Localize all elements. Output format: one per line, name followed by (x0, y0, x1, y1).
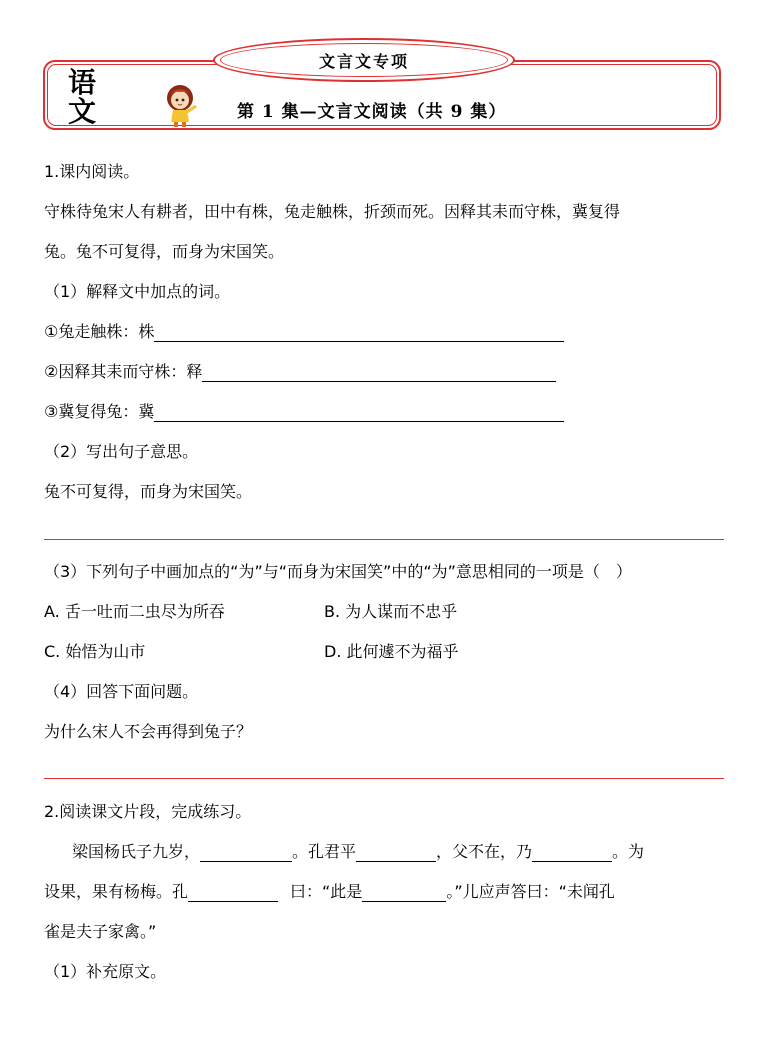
answer-blank[interactable] (154, 403, 564, 422)
option-c[interactable]: C. 始悟为山市 (44, 642, 146, 661)
q2-text: 曰：“此是 (290, 882, 363, 901)
q2-text: 。孔君平 (292, 842, 357, 861)
option-a[interactable]: A. 舌一吐而二虫尽为所吞 (44, 602, 225, 621)
q1-question: 为什么宋人不会再得到兔子？ (44, 722, 253, 741)
q1-sub2: （2）写出句子意思。 (44, 442, 199, 461)
q1-sub3: （3）下列句子中画加点的“为”与“而身为宋国笑”中的“为”意思相同的一项是（ ） (44, 562, 632, 581)
option-d[interactable]: D. 此何遽不为福乎 (324, 642, 459, 661)
q1-item-1 (44, 322, 564, 342)
q1-passage-line-2: 兔。兔不可复得，而身为宋国笑。 (44, 242, 285, 261)
q2-text: ，父不在，乃 (436, 842, 533, 861)
q1-item-2-label: ②因释其耒而守株：释 (44, 362, 203, 381)
subject-label (68, 68, 102, 126)
q1-sub4: （4）回答下面问题。 (44, 682, 199, 701)
q2-text: 设果，果有杨梅。孔 (44, 882, 189, 901)
option-b[interactable]: B. 为人谋而不忠乎 (324, 602, 458, 621)
q2-text: 梁国杨氏子九岁， (72, 842, 201, 861)
section-title: 文言文专项 (318, 52, 409, 71)
fill-blank[interactable] (362, 883, 446, 902)
q1-heading: 1.课内阅读。 (44, 162, 140, 181)
q1-item-3 (44, 402, 564, 422)
q2-sub1: （1）补充原文。 (44, 962, 167, 981)
q1-sentence: 兔不可复得，而身为宋国笑。 (44, 482, 253, 501)
q1-passage-line-1: 守株待兔宋人有耕者，田中有株，兔走触株，折颈而死。因释其耒而守株，冀复得 (44, 202, 621, 221)
episode-title: 第 1 集—文言文阅读（共 9 集） (237, 102, 507, 122)
q2-passage-line-3: 雀是夫子家禽。” (44, 922, 157, 941)
fill-blank[interactable] (532, 843, 612, 862)
q2-passage-line-1 (72, 842, 644, 862)
answer-line[interactable] (44, 778, 724, 779)
subject-char-1: 语 (68, 66, 97, 99)
q2-text: 。”儿应声答曰：“未闻孔 (446, 882, 615, 901)
fill-blank[interactable] (356, 843, 436, 862)
q1-item-3-label: ③冀复得兔：冀 (44, 402, 155, 421)
q2-text: 。为 (612, 842, 645, 861)
q2-heading: 2.阅读课文片段，完成练习。 (44, 802, 252, 821)
mascot-girl-icon (160, 82, 202, 128)
answer-blank[interactable] (154, 323, 564, 342)
q1-sub1: （1）解释文中加点的词。 (44, 282, 231, 301)
fill-blank[interactable] (188, 883, 278, 902)
answer-line[interactable] (44, 539, 724, 540)
answer-blank[interactable] (202, 363, 556, 382)
fill-blank[interactable] (200, 843, 292, 862)
q2-passage-line-2 (44, 882, 615, 902)
q1-item-1-label: ①兔走触株：株 (44, 322, 155, 341)
q1-item-2 (44, 362, 556, 382)
subject-char-2: 文 (68, 95, 97, 128)
